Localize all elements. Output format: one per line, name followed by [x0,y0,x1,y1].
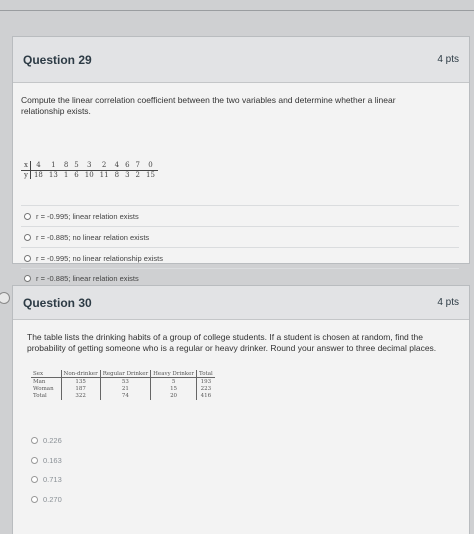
question-points: 4 pts [437,54,459,65]
x-value: 6 [122,161,132,170]
column-header: Regular Drinker [100,370,150,378]
question-30-card [12,285,470,534]
answer-option[interactable] [31,470,62,490]
radio-button[interactable] [24,255,31,262]
table-cell: 193 [197,378,215,386]
answer-list [21,205,459,289]
question-points: 4 pts [437,297,459,308]
y-value: 13 [48,170,58,179]
table-cell: 74 [100,393,150,401]
answer-label: r = -0.995; no linear relationship exists [36,253,163,263]
table-cell: 53 [100,378,150,386]
table-cell: 187 [61,385,100,393]
table-cell: 21 [100,385,150,393]
radio-button[interactable] [31,496,38,503]
question-header [13,286,469,320]
x-value: 2 [97,161,112,170]
x-value: 8 [61,161,71,170]
table-row [31,385,215,393]
y-value: 1 [63,170,69,179]
answer-label: r = -0.995; linear relation exists [36,211,139,221]
y-value: 8 [114,170,120,179]
table-cell: Man [33,378,46,385]
x-value: 1 [46,161,61,170]
question-title: Question 30 [23,295,92,310]
answer-label: 0.163 [43,455,62,465]
question-title: Question 29 [23,52,92,67]
y-row [21,170,158,179]
table-cell: 223 [197,385,215,393]
table-row [31,393,215,401]
table-cell: 416 [197,393,215,401]
y-value: 6 [74,170,79,179]
y-value: 11 [99,170,109,179]
radio-button[interactable] [24,234,31,241]
column-header: Heavy Drinker [151,370,197,378]
x-value: 5 [71,161,81,170]
column-header: Total [197,370,215,378]
question-header [13,37,469,83]
table-cell: Woman [33,385,54,392]
y-value: 2 [135,170,140,179]
y-label: y [21,170,30,179]
table-row [31,378,215,386]
xy-data-table [21,161,158,179]
answer-option[interactable] [31,431,62,451]
table-cell: 15 [151,385,197,393]
y-value: 3 [125,170,130,179]
table-cell: 5 [151,378,197,386]
column-header: Non-drinker [61,370,100,378]
answer-list [31,431,62,509]
radio-button[interactable] [24,275,31,282]
y-value: 10 [84,170,94,179]
question-status-icon [0,292,10,304]
radio-button[interactable] [24,213,31,220]
y-value: 18 [33,170,43,179]
answer-label: r = -0.885; no linear relation exists [36,232,150,242]
table-header-row [31,370,215,378]
answer-label: r = -0.885; linear relation exists [36,274,139,283]
x-value: 7 [133,161,143,170]
answer-option[interactable] [31,451,62,471]
x-value: 0 [143,161,158,170]
table-cell: 20 [151,393,197,401]
x-value: 4 [112,161,122,170]
answer-option[interactable] [21,226,459,247]
question-text: Compute the linear correlation coefficient between the two variables and determine whether a linear relationship exists. [21,95,396,116]
y-value: 15 [146,170,155,179]
answer-option[interactable] [21,205,459,226]
answer-label: 0.713 [43,475,62,485]
table-cell: 322 [61,393,100,401]
radio-button[interactable] [31,476,38,483]
question-text: The table lists the drinking habits of a group of college students. If a student is chosen at random, find the probability of getting someone who is a regular or heavy drinker. Round your answer to three decimal places. [27,332,437,353]
table-cell: Total [33,393,47,400]
drinking-habits-table [31,370,215,400]
x-value: 3 [82,161,97,170]
answer-option[interactable] [21,247,459,268]
answer-label: 0.270 [43,494,62,504]
radio-button[interactable] [31,457,38,464]
radio-button[interactable] [31,437,38,444]
x-label: x [21,161,30,170]
column-header: Sex [31,370,61,378]
x-value: 4 [30,161,45,170]
question-29-card [12,36,470,283]
answer-label: 0.226 [43,436,62,446]
divider [0,10,474,11]
table-cell: 135 [61,378,100,386]
answer-option[interactable] [31,490,62,510]
x-row [21,161,158,170]
